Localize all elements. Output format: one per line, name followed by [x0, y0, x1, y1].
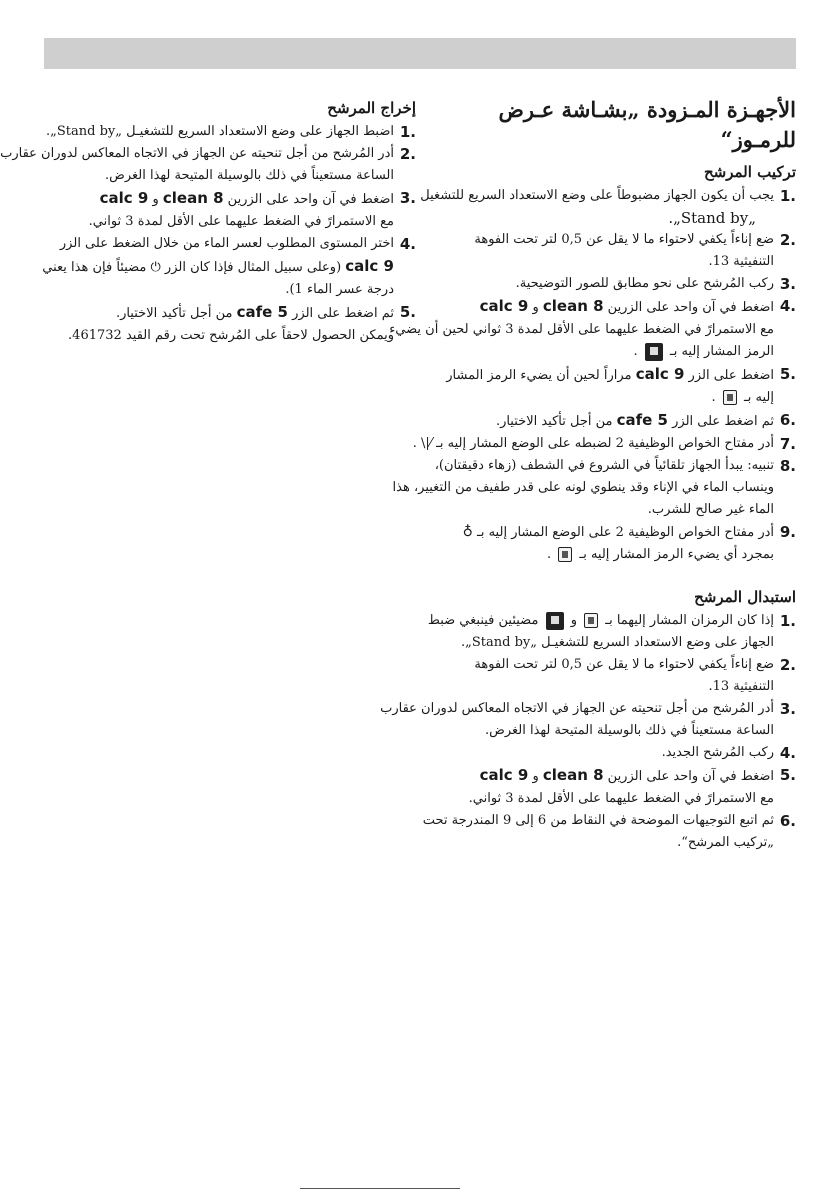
step-text-part: من أجل تأكيد الاختيار.: [495, 414, 613, 429]
step-text: الساعة مستعيناً في ذلك بالوسيلة المتيحة لهذا الغرض.: [485, 723, 774, 738]
step-text: ضع إناءاً يكفي لاحتواء ما لا يقل عن 0,5 لتر تحت الفوهة: [474, 657, 774, 672]
step-text-part: ثم اضغط على الزر: [672, 414, 774, 429]
step-text-part: الرمز المشار إليه بـ: [669, 344, 774, 359]
step-text: اختر المستوى المطلوب لعسر الماء من خلال الضغط على الزر: [59, 236, 394, 251]
step-text-part: .: [633, 344, 638, 359]
step-text: مع الاستمرارً في الضغط عليهما على الأقل لمدة 3 ثواني لحين أن يضيء: [389, 322, 774, 337]
install-heading: تركيب المرشح: [703, 163, 796, 181]
calc-9-key: calc 9: [479, 297, 529, 315]
calc-9-key: calc 9: [479, 766, 529, 784]
step-text: ويمكن الحصول لاحقاً على المُرشح تحت رقم القيد 461732.: [68, 328, 394, 343]
page-title: الأجهـزة المـزودة „بشـاشة عـرض للرمـوز“: [498, 97, 796, 152]
step-text: الجهاز على وضع الاستعداد السريع للتشغيـل „Stand by„.: [461, 635, 774, 650]
step-text: مع الاستمرارً في الضغط عليهما على الأقل لمدة 3 ثواني.: [468, 791, 774, 806]
step-number: 5.: [399, 303, 416, 321]
step-text: [436, 521, 774, 544]
list-item: [44, 301, 416, 347]
step-text: ركب المُرشح على نحو مطابق للصور التوضيحية.: [515, 276, 774, 291]
step-text-part: أدر مفتاح الخواص الوظيفية 2 على الوضع المشار إليه بـ: [477, 525, 774, 540]
step-text: الساعة مستعيناً في ذلك بالوسيلة المتيحة لهذا الغرض.: [105, 168, 394, 183]
remove-steps: [0, 121, 416, 347]
conjunction: و: [532, 769, 539, 784]
step-text: ثم اتبع التوجيهات الموضحة في النقاط من 6 إلى 9 المندرجة تحت: [422, 813, 774, 828]
step-text: [44, 255, 394, 279]
filter-cartridge-icon: [723, 390, 737, 405]
list-item: [420, 185, 796, 229]
step-text-part: اضغط في آن واحد على الزرين: [607, 769, 774, 784]
step-text: ضع إناءاً يكفي لاحتواء ما لا يقل عن 0,5 لتر تحت الفوهة: [474, 232, 774, 247]
calc-9-key: calc 9: [635, 365, 685, 383]
calc-9-key: calc 9: [99, 189, 149, 207]
cafe-5-key: cafe 5: [236, 303, 288, 321]
step-text: وينساب الماء في الإناء وقد ينطوي لونه على قدر طفيف من التغيير، هذا: [392, 480, 774, 495]
step-number: 2.: [779, 656, 796, 674]
step-text: مع الاستمرارً في الضغط عليهما على الأقل لمدة 3 ثواني.: [88, 214, 394, 229]
step-text: [436, 544, 774, 566]
steam-icon: [558, 547, 572, 562]
step-text: التنفيثية 13.: [708, 254, 774, 269]
left-column: [0, 95, 416, 347]
clean-8-key: clean 8: [542, 766, 604, 784]
list-item: [436, 229, 796, 273]
step-number: 1.: [779, 187, 796, 205]
step-text-part: .: [546, 547, 552, 562]
step-number: 3.: [399, 189, 416, 207]
step-number: 2.: [399, 145, 416, 163]
step-text: „Stand by„.: [668, 209, 756, 227]
list-item: [436, 521, 796, 566]
step-text: [436, 295, 774, 319]
step-text-part: إليه بـ: [743, 390, 774, 405]
list-item: [427, 610, 796, 654]
list-item: [436, 764, 796, 810]
step-number: 6.: [779, 812, 796, 830]
step-text: [436, 764, 774, 788]
step-text: يجب أن يكون الجهاز مضبوطاً على وضع الاستعداد السريع للتشغيل: [420, 188, 774, 203]
step-text-part: بمجرد أي يضيء الرمز المشار إليه بـ: [579, 547, 774, 562]
list-item: [44, 187, 416, 233]
step-text-part: من أجل تأكيد الاختيار.: [115, 306, 233, 321]
step-text: [436, 409, 774, 433]
step-text: أدر المُرشح من أجل تنحيته عن الجهاز في الاتجاه المعاكس لدوران عقارب: [380, 701, 774, 716]
calc-9-key: calc 9: [345, 257, 394, 275]
header-bar: [44, 38, 796, 69]
step-text: تنبيه: يبدأ الجهاز تلقائياً في الشروع في الشطف (زهاء دقيقتان)،: [434, 458, 774, 473]
step-text: أدر مفتاح الخواص الوظيفية 2 لضبطه على الوضع المشار إليه بـ ⁄|\ .: [412, 436, 774, 451]
replace-heading: استبدال المرشح: [694, 588, 796, 606]
step-text-part: مراراً لحين أن يضيء الرمز المشار: [446, 368, 632, 383]
step-text: التنفيثية 13.: [708, 679, 774, 694]
step-text: أدر المُرشح من أجل تنحيته عن الجهاز في الاتجاه المعاكس لدوران عقارب: [0, 146, 394, 161]
footer-rule: [300, 1188, 460, 1189]
step-number: 2.: [779, 231, 796, 249]
step-number: 9.: [779, 523, 796, 541]
step-text: [427, 610, 774, 632]
step-text-part: ثم اضغط على الزر: [292, 306, 394, 321]
filter-tap-icon: [645, 343, 663, 361]
list-item: [380, 698, 796, 742]
step-text: ركب المُرشح الجديد.: [661, 745, 774, 760]
step-text: „تركيب المرشح“.: [677, 835, 774, 850]
step-number: 3.: [779, 700, 796, 718]
step-text: [44, 187, 394, 211]
list-item: [392, 455, 796, 521]
step-number: 5.: [779, 766, 796, 784]
filter-cartridge-icon: [584, 613, 598, 628]
step-number: 4.: [399, 235, 416, 253]
list-item: [0, 143, 416, 187]
step-text-part: اضغط في آن واحد على الزرين: [607, 300, 774, 315]
step-text-part: (وعلى سبيل المثال فإذا كان الزر ⏻ مضيئاً فإن هذا يعني: [42, 260, 342, 275]
step-text: اضبط الجهاز على وضع الاستعداد السريع للتشغيـل „Stand by„.: [45, 124, 394, 139]
clean-8-key: clean 8: [542, 297, 604, 315]
step-number: 7.: [779, 435, 796, 453]
step-text: [436, 363, 774, 387]
clean-8-key: clean 8: [162, 189, 224, 207]
right-column: [380, 95, 796, 854]
remove-heading: إخراج المرشح: [327, 99, 416, 117]
step-number: 4.: [779, 744, 796, 762]
step-number: 5.: [779, 365, 796, 383]
list-item: [436, 654, 796, 698]
filter-tap-icon: [546, 612, 564, 630]
step-number: 1.: [399, 123, 416, 141]
step-text-part: إذا كان الرمزان المشار إليهما بـ: [605, 613, 774, 628]
list-item: [436, 409, 796, 433]
install-steps: [389, 185, 796, 566]
conjunction: و: [532, 300, 539, 315]
step-number: 8.: [779, 457, 796, 475]
list-item: [44, 121, 416, 143]
step-text-part: .: [711, 390, 716, 405]
step-text-part: اضغط في آن واحد على الزرين: [227, 192, 394, 207]
step-text-part: مضيئين فينبغي ضبط: [427, 613, 539, 628]
list-item: [436, 363, 796, 409]
step-text: الماء غير صالح للشرب.: [647, 502, 774, 517]
conjunction: و: [570, 613, 577, 628]
step-text: [436, 387, 774, 409]
list-item: [422, 810, 796, 854]
step-number: 4.: [779, 297, 796, 315]
list-item: [436, 742, 796, 764]
replace-steps: [380, 610, 796, 854]
cafe-5-key: cafe 5: [616, 411, 668, 429]
list-item: [412, 433, 796, 455]
step-text: [436, 341, 774, 363]
step-number: 6.: [779, 411, 796, 429]
conjunction: و: [152, 192, 159, 207]
step-text-part: اضغط على الزر: [688, 368, 774, 383]
list-item: [389, 295, 796, 363]
list-item: [44, 233, 416, 301]
step-number: 1.: [779, 612, 796, 630]
list-item: [436, 273, 796, 295]
dispense-position-icon: ♁: [462, 524, 473, 540]
step-number: 3.: [779, 275, 796, 293]
step-text: درجة عسر الماء 1).: [285, 282, 394, 297]
step-text: [44, 301, 394, 325]
